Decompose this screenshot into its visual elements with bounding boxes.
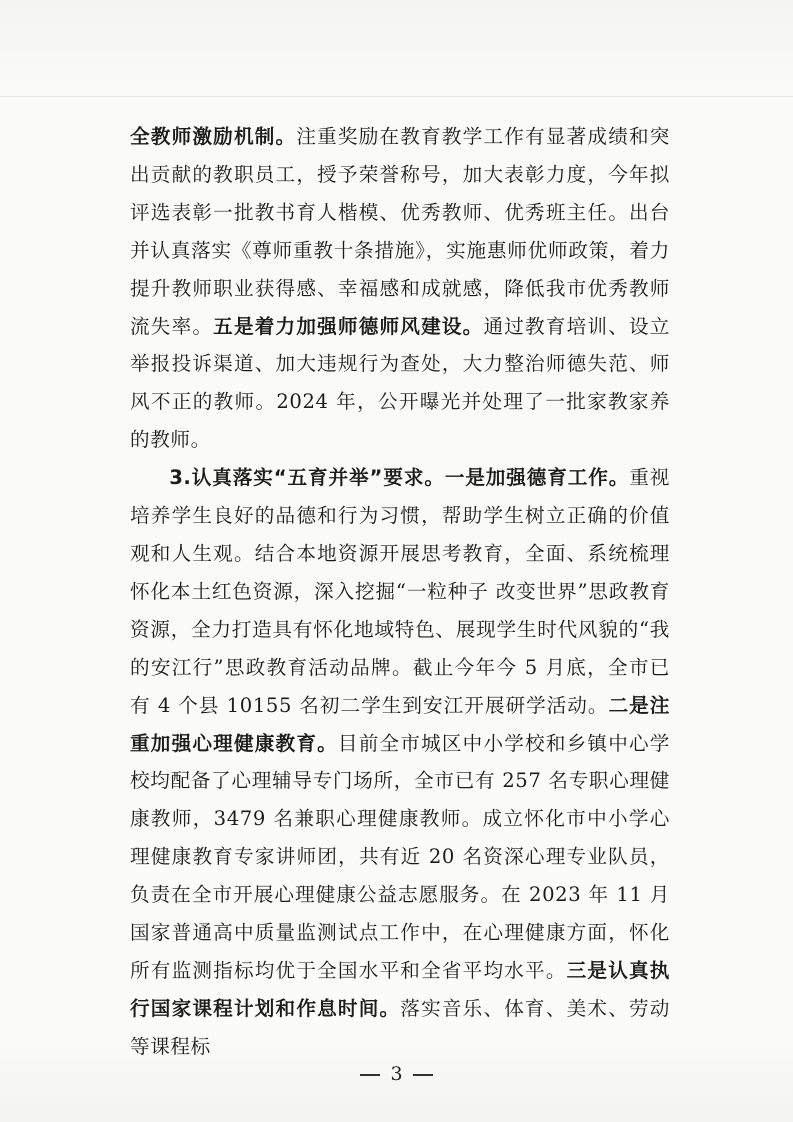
body-text: 注重奖励在教育教学工作有显著成绩和突出贡献的教职员工，授予荣誉称号，加大表彰力度，今年拟评选表彰一批教书育人楷模、优秀教师、优秀班主任。出台并认真落实《尊师重教十条措施》，实施惠师优师政策，着力提升教师职业获得感、幸福感和成就感，降低我市优秀教师流失率。 [130, 125, 670, 338]
body-text: 落实音乐、体育、美术、劳动等课程标 [130, 996, 670, 1058]
body-text: 目前全市城区中小学校和乡镇中心学校均配备了心理辅导专门场所，全市已有 257 名专职心理健康教师，3479 名兼职心理健康教师。成立怀化市中小学心理健康教育专家讲师团，共有近 20 名资深心理专业队员，负责在全市开展心理健康公益志愿服务。在 2023 年 11 月国家普通高中质量监测试点工作中，在心理健康方面，怀化所有监测指标均优于全国水平和全省平均水平。 [130, 731, 670, 982]
body-text: 通过教育培训、设立举报投诉渠道、加大违规行为查处，大力整治师德失范、师风不正的教师。2024 年，公开曝光并处理了一批家教家养的教师。 [130, 314, 670, 452]
paragraph-teacher-incentives [130, 118, 670, 459]
bold-heading: 全教师激励机制。 [130, 125, 297, 148]
scan-edge-line [0, 96, 793, 97]
bold-heading: 二是注重加强心理健康教育。 [130, 693, 670, 755]
document-body [130, 118, 670, 1066]
paragraph-five-education [130, 459, 670, 1066]
bold-heading: 五是着力加强师德师风建设。 [213, 314, 484, 338]
page-number-value: 3 [390, 1063, 403, 1085]
dash-right [413, 1074, 433, 1076]
body-text: 重视培养学生良好的品德和行为习惯，帮助学生树立正确的价值观和人生观。结合本地资源开展思考教育，全面、系统梳理怀化本土红色资源，深入挖掘“一粒种子 改变世界”思政教育资源，全力打造具有怀化地域特色、展现学生时代风貌的“我的安江行”思政教育活动品牌。截止今年今 5 月底，全市已有 4 个县 10155 名初二学生到安江开展研学活动。 [130, 466, 671, 717]
bold-heading: 三是认真执行国家课程计划和作息时间。 [130, 958, 671, 1020]
bold-heading: 3.认真落实“五育并举”要求。一是加强德育工作。 [169, 466, 630, 490]
page-number [0, 1063, 793, 1085]
dash-left [360, 1074, 380, 1076]
